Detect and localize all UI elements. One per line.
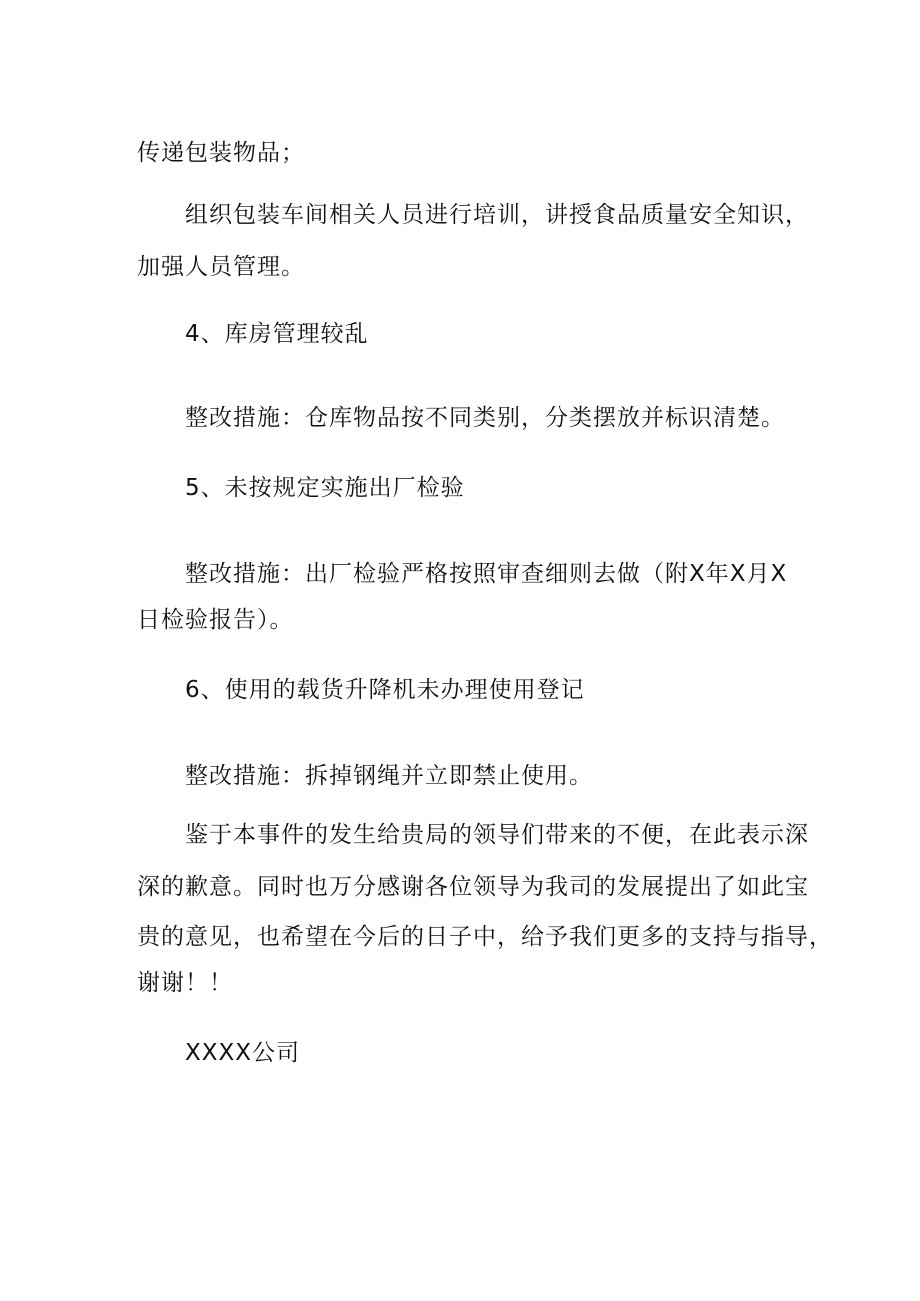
closing-paragraph-line: 谢谢！！ xyxy=(137,970,233,996)
rectification-4: 整改措施：仓库物品按不同类别，分类摆放并标识清楚。 xyxy=(185,405,785,431)
rectification-5: 整改措施：出厂检验严格按照审查细则去做（附Ⅹ年Ⅹ月Ⅹ xyxy=(185,561,788,587)
company-signature: XXXX公司 xyxy=(185,1040,301,1066)
text-line-management: 加强人员管理。 xyxy=(137,254,305,280)
issue-heading-4: 4、库房管理较乱 xyxy=(185,321,369,347)
issue-heading-5: 5、未按规定实施出厂检验 xyxy=(185,475,465,501)
text-line-training: 组织包装车间相关人员进行培训，讲授食品质量安全知识， xyxy=(185,202,809,228)
issue-heading-6: 6、使用的载货升降机未办理使用登记 xyxy=(185,677,585,703)
closing-paragraph-line: 贵的意见，也希望在今后的日子中，给予我们更多的支持与指导， xyxy=(137,924,833,950)
rectification-5-cont: 日检验报告）。 xyxy=(137,607,294,633)
closing-paragraph-line: 深的歉意。同时也万分感谢各位领导为我司的发展提出了如此宝 xyxy=(137,874,809,900)
rectification-6: 整改措施：拆掉钢绳并立即禁止使用。 xyxy=(185,763,593,789)
closing-paragraph-line: 鉴于本事件的发生给贵局的领导们带来的不便，在此表示深 xyxy=(185,822,809,848)
text-line-continuation: 传递包装物品； xyxy=(137,140,305,166)
